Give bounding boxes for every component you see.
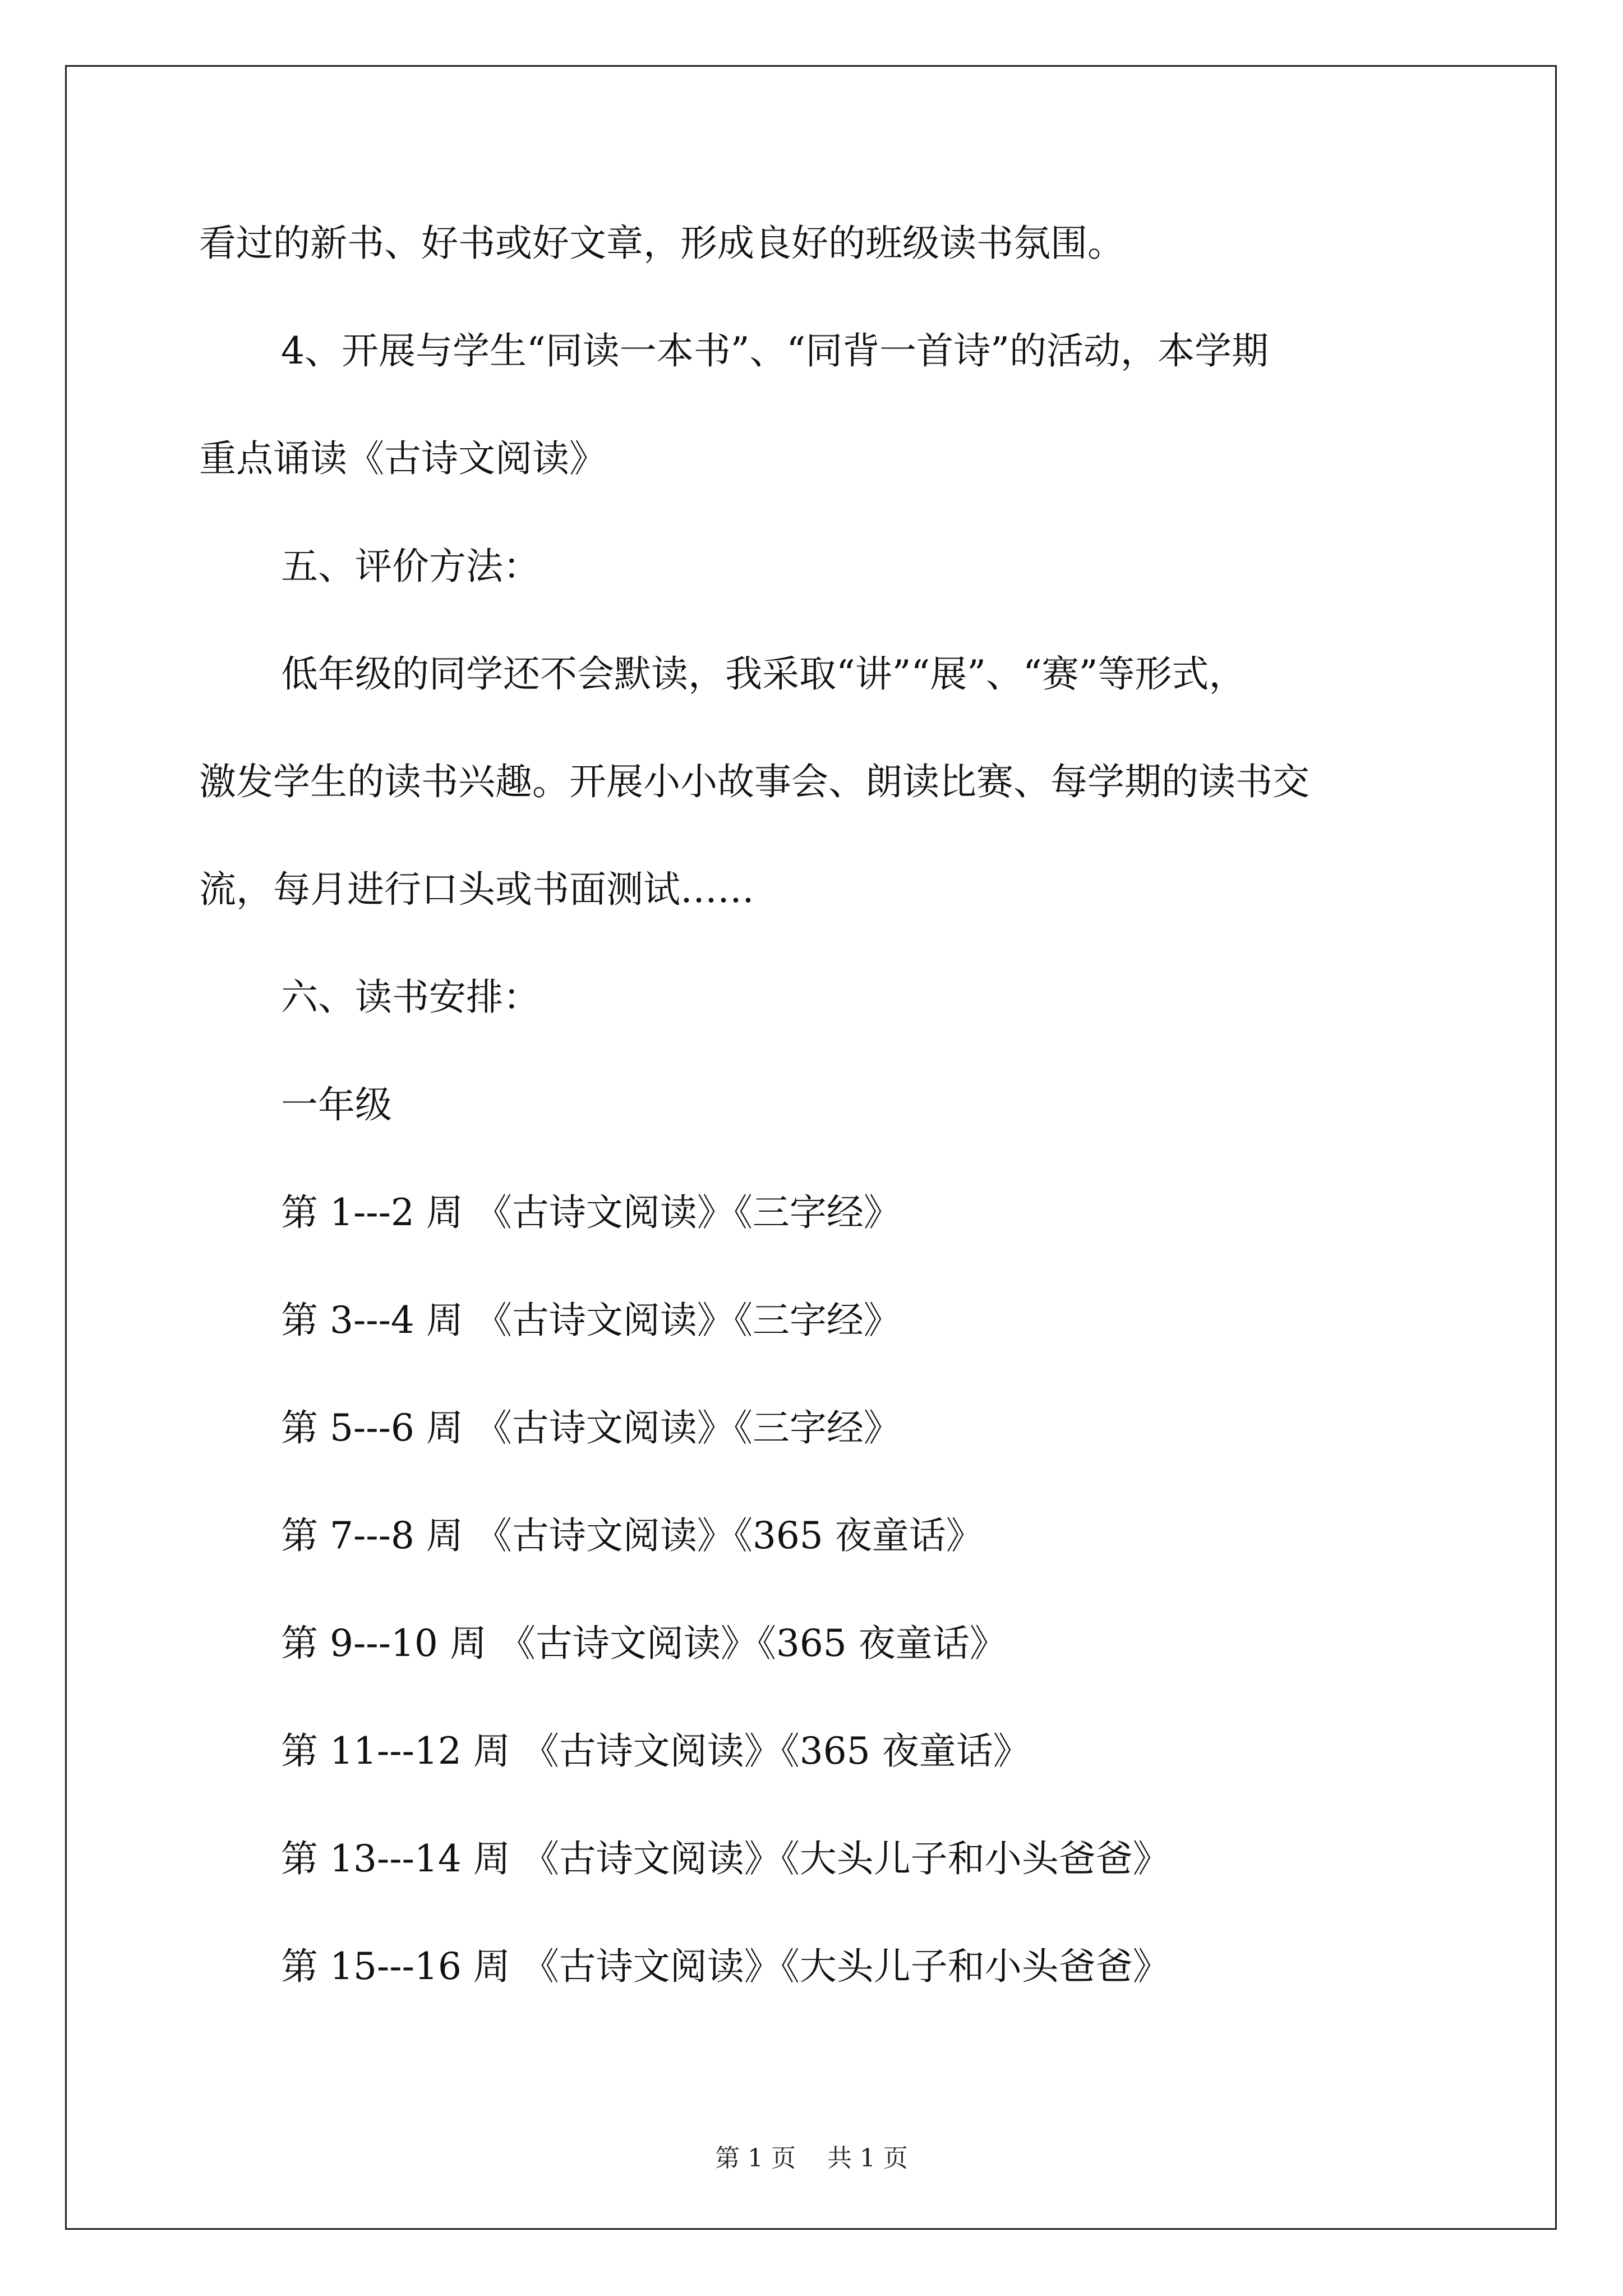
schedule-row [281, 1834, 1170, 1884]
paragraph-line: 4、开展与学生“同读一本书”、“同背一首诗”的活动，本学期 [281, 329, 1269, 372]
schedule-week: 第 15---16 周 [281, 1945, 510, 1988]
schedule-week: 第 9---10 周 [281, 1622, 487, 1665]
schedule-week: 第 13---14 周 [281, 1837, 510, 1880]
paragraph-line: 流，每月进行口头或书面测试…… [199, 868, 754, 911]
schedule-books: 《古诗文阅读》《365 夜童话》 [498, 1622, 1007, 1665]
paragraph-line: 重点诵读《古诗文阅读》 [199, 437, 606, 480]
schedule-row [281, 1511, 983, 1561]
schedule-books: 《古诗文阅读》《365 夜童话》 [522, 1729, 1030, 1773]
schedule-books: 《古诗文阅读》《365 夜童话》 [474, 1514, 983, 1557]
schedule-week: 第 7---8 周 [281, 1514, 463, 1557]
page-footer: 第 1 页 共 1 页 [715, 2144, 908, 2173]
paragraph-line: 低年级的同学还不会默读，我采取“讲”“展”、“赛”等形式， [281, 652, 1246, 696]
schedule-row [281, 1942, 1170, 1991]
schedule-row [281, 1296, 901, 1345]
schedule-week: 第 3---4 周 [281, 1299, 463, 1342]
schedule-row [281, 1727, 1030, 1776]
schedule-week: 第 11---12 周 [281, 1729, 510, 1773]
schedule-week: 第 5---6 周 [281, 1406, 463, 1450]
paragraph-line: 激发学生的读书兴趣。开展小小故事会、朗读比赛、每学期的读书交 [199, 760, 1310, 803]
section-heading: 六、读书安排： [281, 976, 540, 1019]
schedule-row [281, 1404, 901, 1453]
schedule-books: 《古诗文阅读》《大头儿子和小头爸爸》 [522, 1945, 1170, 1988]
page-border [65, 65, 1557, 2230]
section-heading: 五、评价方法： [281, 545, 540, 588]
schedule-books: 《古诗文阅读》《三字经》 [474, 1299, 901, 1342]
schedule-row [281, 1188, 901, 1237]
schedule-week: 第 1---2 周 [281, 1191, 463, 1234]
schedule-books: 《古诗文阅读》《三字经》 [474, 1406, 901, 1450]
schedule-row [281, 1619, 1007, 1668]
paragraph-line: 看过的新书、好书或好文章，形成良好的班级读书氛围。 [199, 222, 1124, 265]
schedule-books: 《古诗文阅读》《三字经》 [474, 1191, 901, 1234]
grade-label: 一年级 [281, 1083, 392, 1126]
schedule-books: 《古诗文阅读》《大头儿子和小头爸爸》 [522, 1837, 1170, 1880]
